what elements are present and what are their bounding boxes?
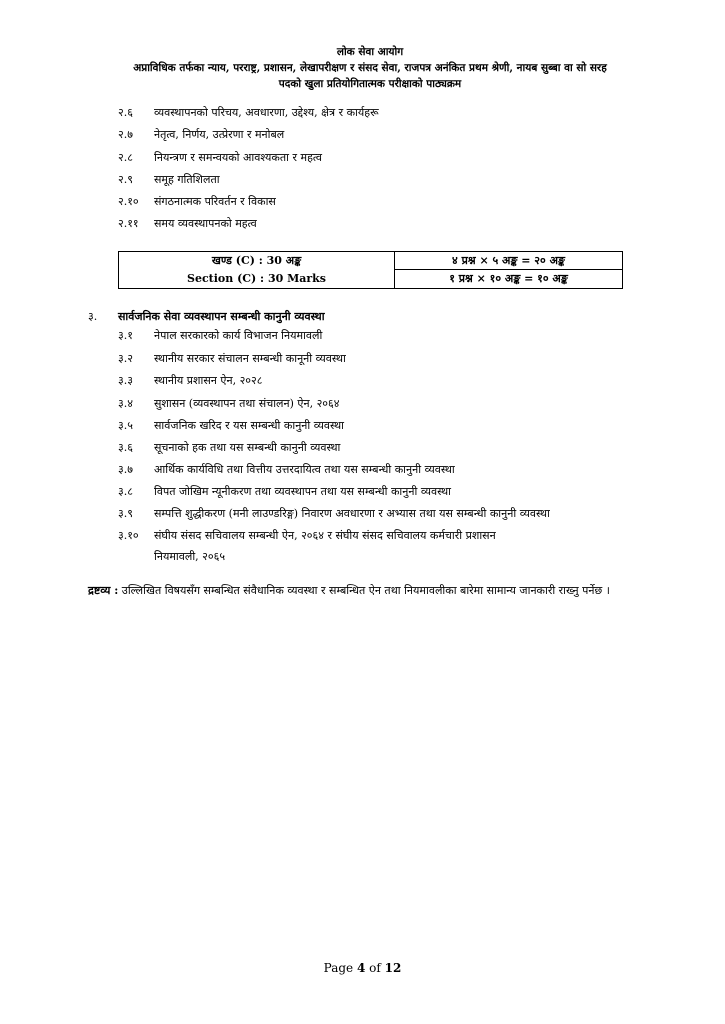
item-number: २.८ bbox=[118, 151, 133, 164]
item-number: ३.४ bbox=[118, 397, 133, 410]
item-text: सम्पत्ति शुद्धीकरण (मनी लाउण्डरिङ्ग) निवारण अवधारणा र अभ्यास तथा यस सम्बन्धी कानुनी व्यवस्था bbox=[154, 507, 550, 520]
item-number: ३.२ bbox=[118, 352, 133, 365]
note-text: उल्लिखित विषयसँग सम्बन्धित संवैधानिक व्यवस्था र सम्बन्धित ऐन तथा नियमावलीका बारेमा सामान्य जानकारी राख्नु पर्नेछ । bbox=[118, 584, 610, 597]
page-current: 4 bbox=[356, 961, 366, 975]
item-number: २.६ bbox=[118, 106, 133, 119]
item-number: ३.५ bbox=[118, 419, 133, 432]
item-number: ३.८ bbox=[118, 485, 133, 498]
note-paragraph bbox=[88, 580, 640, 602]
marks-breakdown-cell bbox=[395, 252, 622, 288]
page-footer bbox=[0, 961, 725, 975]
marks-row-short-questions: ४ प्रश्न × ५ अङ्क = २० अङ्क bbox=[395, 252, 622, 270]
section-label-english: Section (C) : 30 Marks bbox=[187, 272, 326, 285]
item-text: नियन्त्रण र समन्वयको आवश्यकता र महत्व bbox=[154, 151, 322, 164]
section-marks-table bbox=[118, 251, 623, 289]
item-text: आर्थिक कार्यविधि तथा वित्तीय उत्तरदायित्व तथा यस सम्बन्धी कानुनी व्यवस्था bbox=[154, 463, 455, 476]
item-number: २.१० bbox=[118, 195, 139, 208]
item-text: सूचनाको हक तथा यस सम्बन्धी कानुनी व्यवस्था bbox=[154, 441, 341, 454]
item-number: ३.७ bbox=[118, 463, 133, 476]
page-mid: of bbox=[365, 961, 385, 975]
item-text-line1: संघीय संसद सचिवालय सम्बन्धी ऐन, २०६४ र संघीय संसद सचिवालय कर्मचारी प्रशासन bbox=[154, 529, 496, 542]
section-label-nepali: खण्ड (C) : 30 अङ्क bbox=[211, 254, 302, 267]
item-text: स्थानीय प्रशासन ऐन, २०२८ bbox=[154, 374, 263, 387]
item-number: २.११ bbox=[118, 217, 139, 230]
item-number: २.७ bbox=[118, 128, 133, 141]
section-title: सार्वजनिक सेवा व्यवस्थापन सम्बन्धी कानुनी व्यवस्था bbox=[118, 310, 325, 323]
item-text: समूह गतिशिलता bbox=[154, 173, 220, 186]
item-text: सार्वजनिक खरिद र यस सम्बन्धी कानुनी व्यवस्था bbox=[154, 419, 344, 432]
item-number: ३.६ bbox=[118, 441, 133, 454]
note-label: द्रष्टव्य : bbox=[88, 584, 119, 597]
item-text: विपत जोखिम न्यूनीकरण तथा व्यवस्थापन तथा यस सम्बन्धी कानुनी व्यवस्था bbox=[154, 485, 452, 498]
item-text: नेपाल सरकारको कार्य विभाजन नियमावली bbox=[154, 329, 323, 342]
item-text-line2: नियमावली, २०६५ bbox=[154, 550, 226, 563]
item-text: व्यवस्थापनको परिचय, अवधारणा, उद्देश्य, क्षेत्र र कार्यहरू bbox=[154, 106, 379, 119]
header-exam-title: पदको खुला प्रतियोगितात्मक परीक्षाको पाठ्यक्रम bbox=[278, 78, 462, 90]
header-subtitle: अप्राविधिक तर्फका न्याय, परराष्ट्र, प्रशासन, लेखापरीक्षण र संसद सेवा, राजपत्र अनंकित प्रथम श्रेणी, नायब सुब्बा वा सो सरह bbox=[133, 62, 607, 74]
header-organization: लोक सेवा आयोग bbox=[336, 46, 404, 58]
item-number: ३.१० bbox=[118, 529, 139, 542]
item-text: समय व्यवस्थापनको महत्व bbox=[154, 217, 257, 230]
item-text: सुशासन (व्यवस्थापन तथा संचालन) ऐन, २०६४ bbox=[154, 397, 340, 410]
marks-row-long-question: १ प्रश्न × १० अङ्क = १० अङ्क bbox=[449, 272, 568, 285]
item-text: स्थानीय सरकार संचालन सम्बन्धी कानूनी व्यवस्था bbox=[154, 352, 346, 365]
page-total: 12 bbox=[384, 961, 402, 975]
item-number: ३.९ bbox=[118, 507, 133, 520]
section-label-cell bbox=[119, 252, 395, 288]
page-prefix: Page bbox=[323, 961, 357, 975]
item-number: ३.१ bbox=[118, 329, 133, 342]
section-number: ३. bbox=[88, 310, 98, 323]
item-text: संगठनात्मक परिवर्तन र विकास bbox=[154, 195, 276, 208]
document-header bbox=[60, 44, 680, 92]
item-text: नेतृत्व, निर्णय, उत्प्रेरणा र मनोबल bbox=[154, 128, 285, 141]
item-number: २.९ bbox=[118, 173, 133, 186]
item-number: ३.३ bbox=[118, 374, 133, 387]
